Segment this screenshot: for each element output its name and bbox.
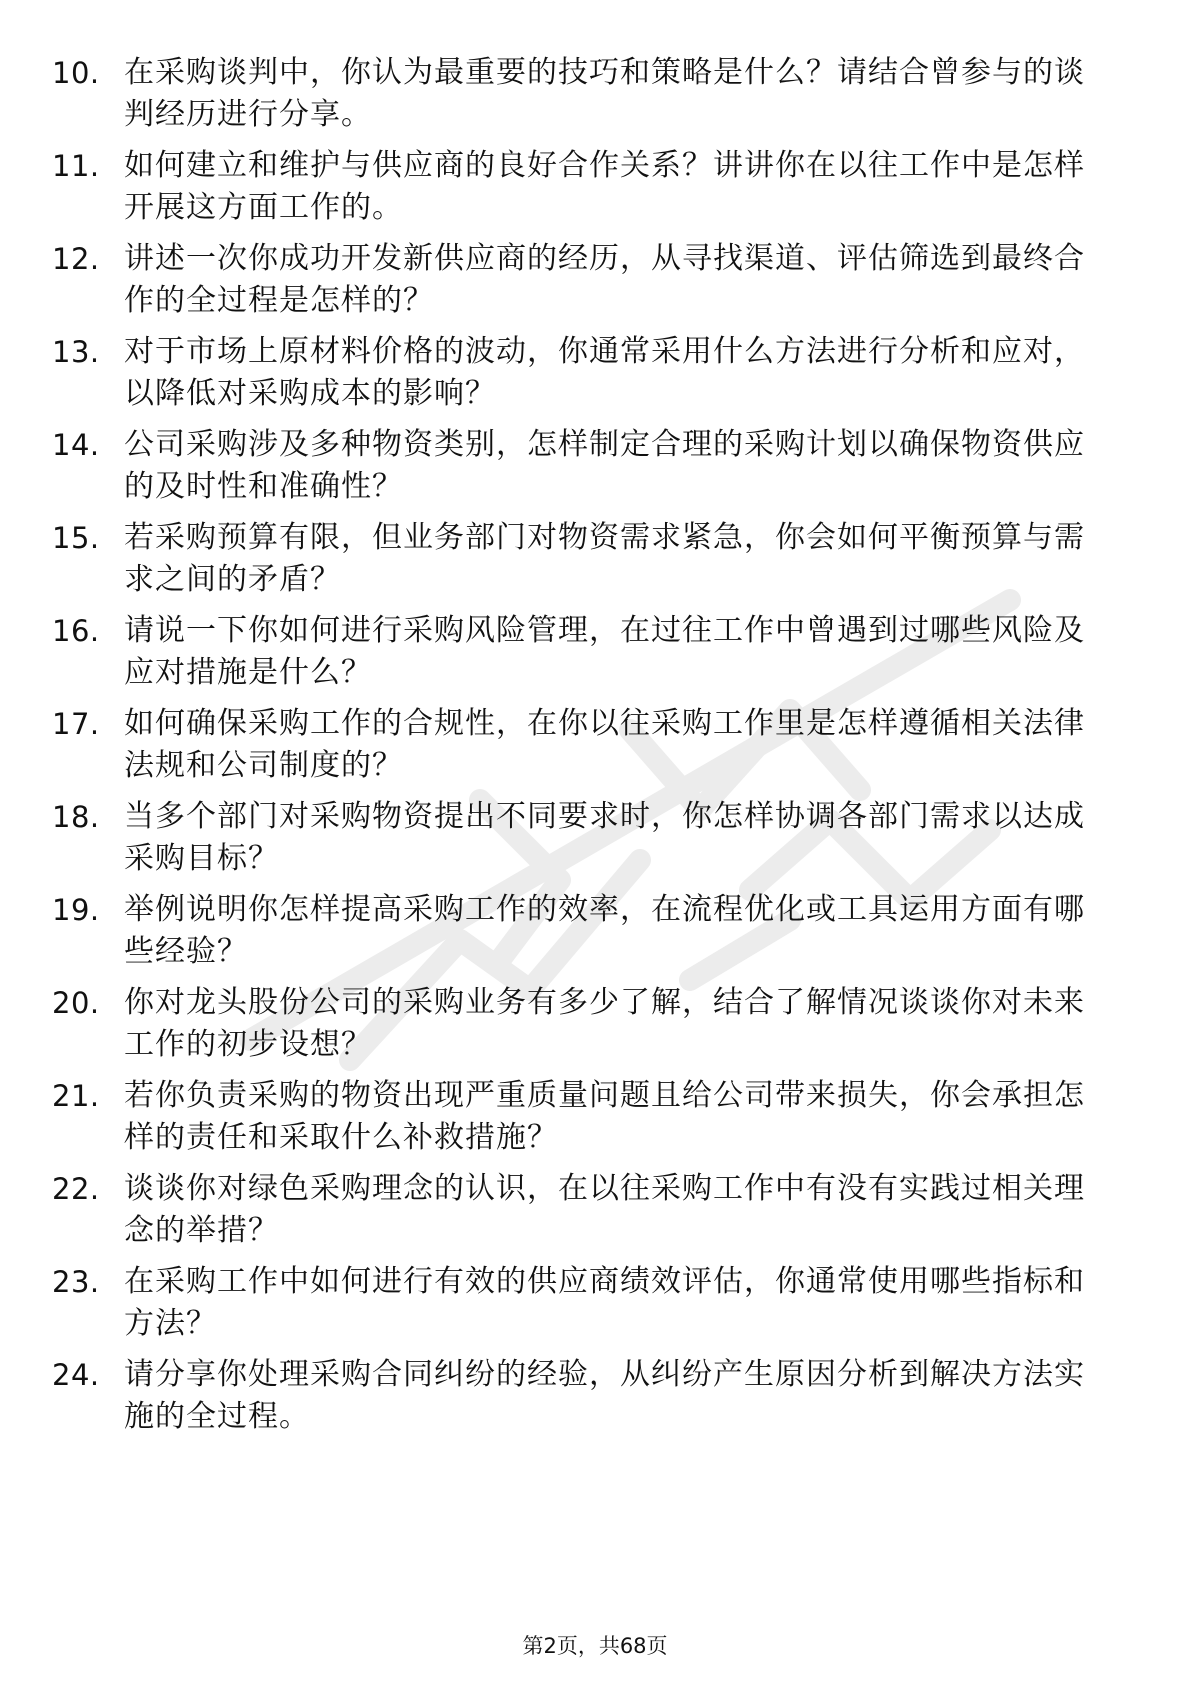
question-item bbox=[52, 517, 1112, 610]
question-number: 18. bbox=[52, 800, 100, 834]
page-footer: 第2页，共68页 bbox=[522, 1634, 668, 1658]
question-number: 15. bbox=[52, 521, 100, 555]
question-item bbox=[52, 796, 1112, 889]
question-number: 24. bbox=[52, 1358, 100, 1392]
question-text: 公司采购涉及多种物资类别，怎样制定合理的采购计划以确保物资供应的及时性和准确性？ bbox=[124, 427, 1085, 504]
question-number: 13. bbox=[52, 335, 100, 369]
question-item bbox=[52, 52, 1112, 145]
question-text: 举例说明你怎样提高采购工作的效率，在流程优化或工具运用方面有哪些经验？ bbox=[124, 892, 1085, 969]
question-number: 17. bbox=[52, 707, 100, 741]
question-item bbox=[52, 424, 1112, 517]
question-text: 谈谈你对绿色采购理念的认识，在以往采购工作中有没有实践过相关理念的举措？ bbox=[124, 1171, 1085, 1248]
question-text: 对于市场上原材料价格的波动，你通常采用什么方法进行分析和应对，以降低对采购成本的影响？ bbox=[124, 334, 1085, 411]
question-list bbox=[52, 52, 1112, 1447]
question-item bbox=[52, 1075, 1112, 1168]
question-text: 当多个部门对采购物资提出不同要求时，你怎样协调各部门需求以达成采购目标？ bbox=[124, 799, 1085, 876]
question-text: 如何建立和维护与供应商的良好合作关系？讲讲你在以往工作中是怎样开展这方面工作的。 bbox=[124, 148, 1085, 225]
question-item bbox=[52, 610, 1112, 703]
question-item bbox=[52, 889, 1112, 982]
question-text: 如何确保采购工作的合规性，在你以往采购工作里是怎样遵循相关法律法规和公司制度的？ bbox=[124, 706, 1085, 783]
question-item bbox=[52, 703, 1112, 796]
question-text: 你对龙头股份公司的采购业务有多少了解，结合了解情况谈谈你对未来工作的初步设想？ bbox=[124, 985, 1085, 1062]
question-text: 讲述一次你成功开发新供应商的经历，从寻找渠道、评估筛选到最终合作的全过程是怎样的？ bbox=[124, 241, 1085, 318]
question-text: 若你负责采购的物资出现严重质量问题且给公司带来损失，你会承担怎样的责任和采取什么补救措施？ bbox=[124, 1078, 1085, 1155]
question-text: 若采购预算有限，但业务部门对物资需求紧急，你会如何平衡预算与需求之间的矛盾？ bbox=[124, 520, 1085, 597]
question-number: 12. bbox=[52, 242, 100, 276]
question-item bbox=[52, 145, 1112, 238]
question-item bbox=[52, 1354, 1112, 1447]
question-item bbox=[52, 238, 1112, 331]
question-number: 11. bbox=[52, 149, 100, 183]
question-number: 23. bbox=[52, 1265, 100, 1299]
question-text: 在采购工作中如何进行有效的供应商绩效评估，你通常使用哪些指标和方法？ bbox=[124, 1264, 1085, 1341]
question-item bbox=[52, 331, 1112, 424]
question-number: 10. bbox=[52, 56, 100, 90]
question-item bbox=[52, 982, 1112, 1075]
question-text: 在采购谈判中，你认为最重要的技巧和策略是什么？请结合曾参与的谈判经历进行分享。 bbox=[124, 55, 1085, 132]
question-number: 21. bbox=[52, 1079, 100, 1113]
question-number: 22. bbox=[52, 1172, 100, 1206]
question-text: 请说一下你如何进行采购风险管理，在过往工作中曾遇到过哪些风险及应对措施是什么？ bbox=[124, 613, 1085, 690]
question-number: 20. bbox=[52, 986, 100, 1020]
question-item bbox=[52, 1261, 1112, 1354]
question-item bbox=[52, 1168, 1112, 1261]
question-number: 14. bbox=[52, 428, 100, 462]
question-number: 16. bbox=[52, 614, 100, 648]
question-text: 请分享你处理采购合同纠纷的经验，从纠纷产生原因分析到解决方法实施的全过程。 bbox=[124, 1357, 1085, 1434]
question-number: 19. bbox=[52, 893, 100, 927]
